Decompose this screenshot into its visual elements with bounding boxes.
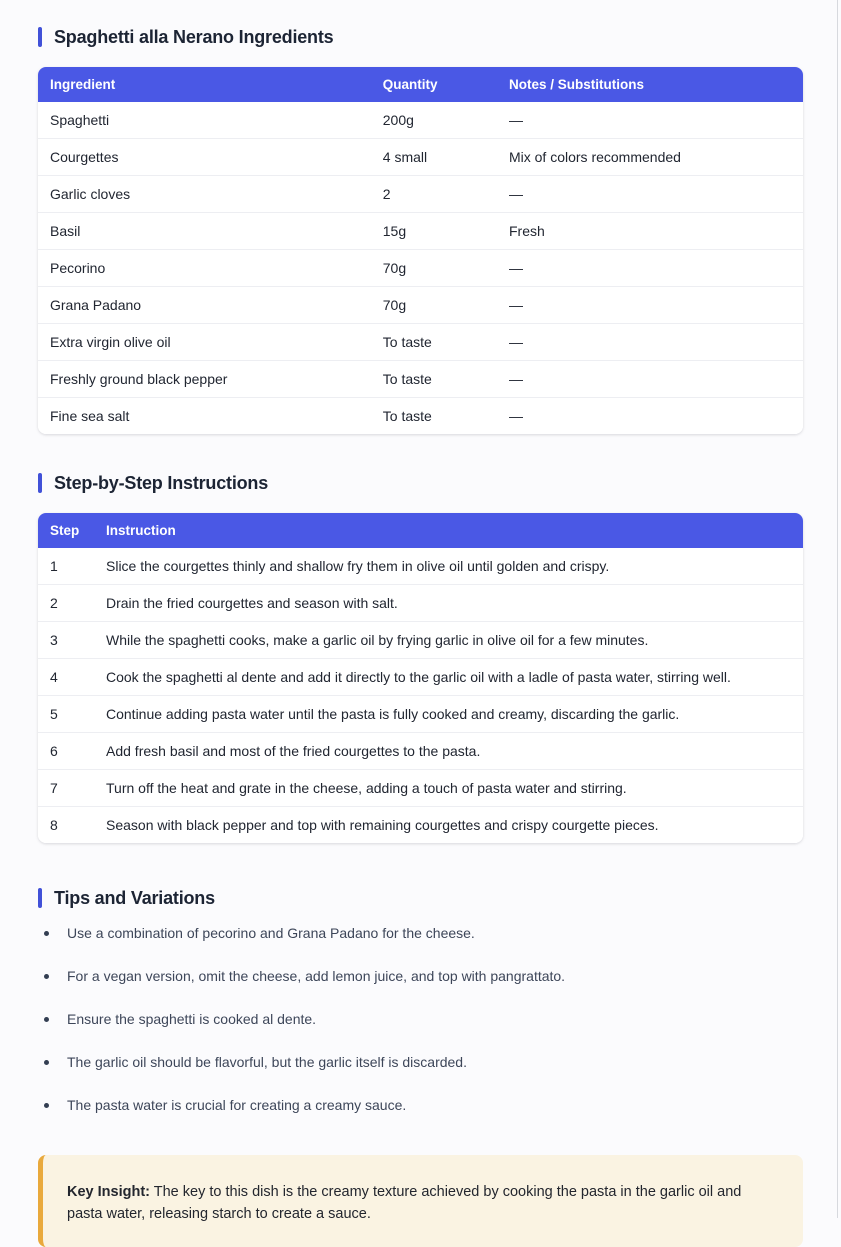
- ingredients-table: [38, 67, 803, 434]
- cell-step-number: 4: [38, 659, 94, 696]
- cell-notes: Fresh: [497, 213, 803, 250]
- table-row: [38, 807, 803, 844]
- table-row: [38, 250, 803, 287]
- cell-instruction: Slice the courgettes thinly and shallow fry them in olive oil until golden and crispy.: [94, 548, 803, 585]
- tips-section-heading: [38, 887, 803, 909]
- cell-quantity: 70g: [371, 287, 497, 324]
- heading-accent-bar: [38, 473, 42, 493]
- cell-instruction: Continue adding pasta water until the pasta is fully cooked and creamy, discarding the garlic.: [94, 696, 803, 733]
- window-edge: [837, 0, 838, 1218]
- cell-instruction: Drain the fried courgettes and season with salt.: [94, 585, 803, 622]
- cell-ingredient: Basil: [38, 213, 371, 250]
- table-row: [38, 770, 803, 807]
- ingredients-table-body: [38, 102, 803, 434]
- cell-step-number: 6: [38, 733, 94, 770]
- cell-notes: —: [497, 250, 803, 287]
- heading-accent-bar: [38, 27, 42, 47]
- cell-notes: —: [497, 361, 803, 398]
- table-row: [38, 102, 803, 139]
- cell-instruction: While the spaghetti cooks, make a garlic oil by frying garlic in olive oil for a few minutes.: [94, 622, 803, 659]
- list-item: Ensure the spaghetti is cooked al dente.: [38, 1009, 803, 1029]
- cell-instruction: Turn off the heat and grate in the cheese, adding a touch of pasta water and stirring.: [94, 770, 803, 807]
- list-item: The pasta water is crucial for creating a creamy sauce.: [38, 1095, 803, 1115]
- cell-notes: —: [497, 102, 803, 139]
- cell-instruction: Cook the spaghetti al dente and add it directly to the garlic oil with a ladle of pasta water, stirring well.: [94, 659, 803, 696]
- cell-quantity: To taste: [371, 324, 497, 361]
- table-row: [38, 659, 803, 696]
- cell-quantity: 4 small: [371, 139, 497, 176]
- cell-ingredient: Freshly ground black pepper: [38, 361, 371, 398]
- cell-instruction: Season with black pepper and top with remaining courgettes and crispy courgette pieces.: [94, 807, 803, 844]
- cell-step-number: 2: [38, 585, 94, 622]
- cell-notes: —: [497, 398, 803, 435]
- cell-notes: Mix of colors recommended: [497, 139, 803, 176]
- instructions-title: Step-by-Step Instructions: [54, 473, 269, 493]
- list-item: For a vegan version, omit the cheese, add lemon juice, and top with pangrattato.: [38, 966, 803, 986]
- cell-ingredient: Extra virgin olive oil: [38, 324, 371, 361]
- table-row: [38, 139, 803, 176]
- callout-label: Key Insight:: [67, 1184, 150, 1200]
- tips-section: [38, 887, 803, 1115]
- ingredients-table-card: [38, 67, 803, 434]
- cell-notes: —: [497, 287, 803, 324]
- tips-title: Tips and Variations: [54, 888, 215, 908]
- column-header-notes: Notes / Substitutions: [497, 67, 803, 102]
- ingredients-section-heading: [38, 26, 803, 48]
- cell-step-number: 3: [38, 622, 94, 659]
- cell-ingredient: Pecorino: [38, 250, 371, 287]
- instructions-table-card: [38, 513, 803, 843]
- table-row: [38, 287, 803, 324]
- column-header-instruction: Instruction: [94, 513, 803, 548]
- column-header-quantity: Quantity: [371, 67, 497, 102]
- cell-quantity: 70g: [371, 250, 497, 287]
- table-row: [38, 733, 803, 770]
- cell-step-number: 8: [38, 807, 94, 844]
- list-item: Use a combination of pecorino and Grana Padano for the cheese.: [38, 923, 803, 943]
- cell-quantity: 15g: [371, 213, 497, 250]
- instructions-section: [38, 472, 803, 843]
- cell-ingredient: Garlic cloves: [38, 176, 371, 213]
- key-insight-callout: [38, 1155, 803, 1247]
- table-row: [38, 696, 803, 733]
- table-header-row: [38, 67, 803, 102]
- cell-quantity: To taste: [371, 398, 497, 435]
- cell-ingredient: Grana Padano: [38, 287, 371, 324]
- tips-list: [38, 923, 803, 1115]
- table-row: [38, 176, 803, 213]
- heading-accent-bar: [38, 888, 42, 908]
- instructions-section-heading: [38, 472, 803, 494]
- cell-ingredient: Fine sea salt: [38, 398, 371, 435]
- cell-notes: —: [497, 176, 803, 213]
- cell-instruction: Add fresh basil and most of the fried courgettes to the pasta.: [94, 733, 803, 770]
- list-item: The garlic oil should be flavorful, but the garlic itself is discarded.: [38, 1052, 803, 1072]
- column-header-ingredient: Ingredient: [38, 67, 371, 102]
- table-row: [38, 213, 803, 250]
- cell-step-number: 7: [38, 770, 94, 807]
- ingredients-table-header: [38, 67, 803, 102]
- table-header-row: [38, 513, 803, 548]
- cell-quantity: 200g: [371, 102, 497, 139]
- table-row: [38, 548, 803, 585]
- cell-quantity: To taste: [371, 361, 497, 398]
- table-row: [38, 324, 803, 361]
- callout-text: The key to this dish is the creamy texture achieved by cooking the pasta in the garlic oil and pasta water, releasing starch to create a sauce.: [67, 1184, 742, 1222]
- cell-ingredient: Courgettes: [38, 139, 371, 176]
- table-row: [38, 361, 803, 398]
- cell-ingredient: Spaghetti: [38, 102, 371, 139]
- cell-step-number: 1: [38, 548, 94, 585]
- cell-notes: —: [497, 324, 803, 361]
- cell-step-number: 5: [38, 696, 94, 733]
- table-row: [38, 398, 803, 435]
- instructions-table-header: [38, 513, 803, 548]
- table-row: [38, 622, 803, 659]
- ingredients-title: Spaghetti alla Nerano Ingredients: [54, 27, 334, 47]
- cell-quantity: 2: [371, 176, 497, 213]
- instructions-table: [38, 513, 803, 843]
- instructions-table-body: [38, 548, 803, 843]
- column-header-step: Step: [38, 513, 94, 548]
- table-row: [38, 585, 803, 622]
